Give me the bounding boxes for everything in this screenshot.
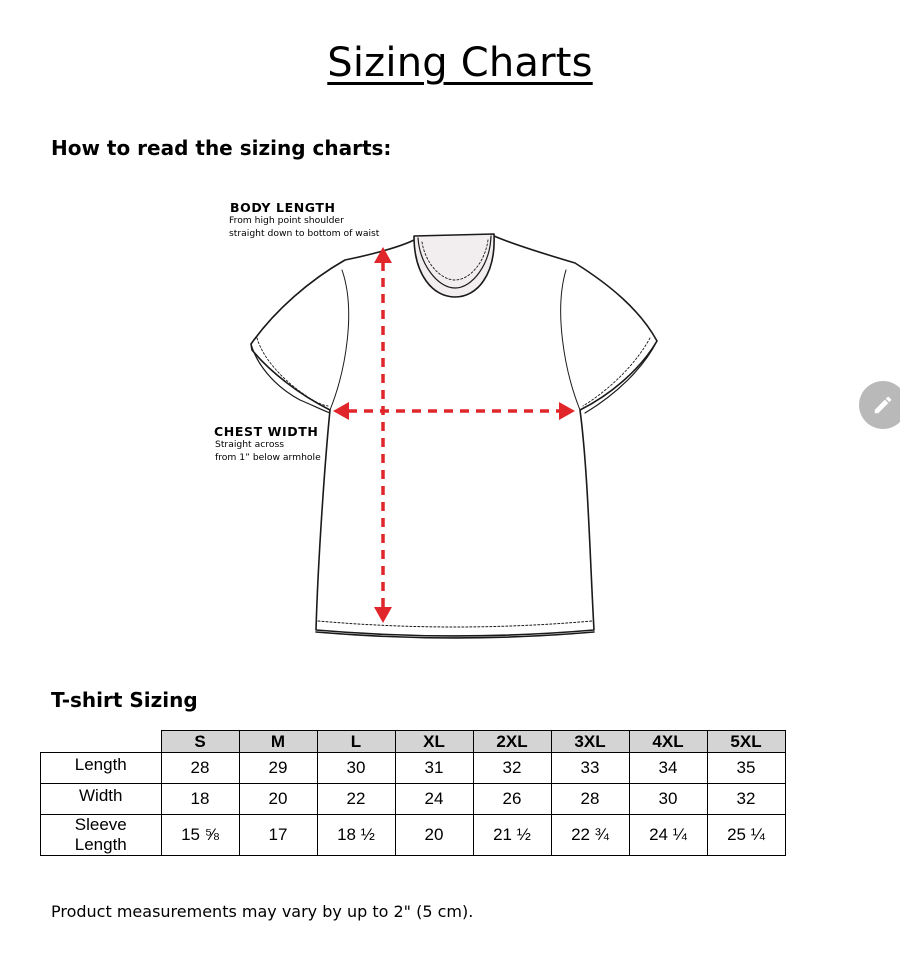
size-header: 2XL: [473, 731, 551, 753]
page-title: Sizing Charts: [327, 40, 593, 86]
table-cell: 29: [239, 753, 317, 784]
header-corner: [41, 731, 162, 753]
table-row: [41, 784, 786, 815]
table-cell: 32: [473, 753, 551, 784]
table-cell: 31: [395, 753, 473, 784]
table-cell: 32: [707, 784, 785, 815]
size-header: M: [239, 731, 317, 753]
row-label-sleeve-length: Sleeve Length: [41, 815, 162, 856]
table-cell: 26: [473, 784, 551, 815]
size-header: S: [161, 731, 239, 753]
how-to-read-heading: How to read the sizing charts:: [51, 136, 392, 160]
pencil-icon: [872, 394, 894, 416]
table-cell: 34: [629, 753, 707, 784]
size-header-row: [41, 731, 786, 753]
table-cell: 21 ½: [473, 815, 551, 856]
table-cell: 30: [629, 784, 707, 815]
table-cell: 15 ⅝: [161, 815, 239, 856]
chest-width-label: CHEST WIDTH: [214, 424, 319, 439]
table-cell: 20: [239, 784, 317, 815]
table-row: [41, 753, 786, 784]
row-label-length: Length: [41, 753, 162, 784]
table-cell: 35: [707, 753, 785, 784]
table-cell: 30: [317, 753, 395, 784]
table-cell: 28: [551, 784, 629, 815]
size-table: [40, 730, 786, 856]
table-row: [41, 815, 786, 856]
table-cell: 25 ¼: [707, 815, 785, 856]
table-cell: 18: [161, 784, 239, 815]
table-cell: 18 ½: [317, 815, 395, 856]
size-header: XL: [395, 731, 473, 753]
table-cell: 20: [395, 815, 473, 856]
edit-button[interactable]: [859, 381, 900, 429]
table-cell: 22 ¾: [551, 815, 629, 856]
table-cell: 33: [551, 753, 629, 784]
table-cell: 24 ¼: [629, 815, 707, 856]
table-cell: 24: [395, 784, 473, 815]
table-cell: 22: [317, 784, 395, 815]
tshirt-sizing-heading: T-shirt Sizing: [51, 688, 198, 712]
size-header: L: [317, 731, 395, 753]
tshirt-diagram: [200, 190, 670, 650]
table-cell: 17: [239, 815, 317, 856]
size-header: 3XL: [551, 731, 629, 753]
body-length-description: From high point shoulder straight down to bottom of waist: [229, 215, 380, 239]
size-header: 5XL: [707, 731, 785, 753]
size-header: 4XL: [629, 731, 707, 753]
row-label-width: Width: [41, 784, 162, 815]
table-cell: 28: [161, 753, 239, 784]
chest-width-description: Straight across from 1” below armhole: [215, 439, 321, 463]
footnote: Product measurements may vary by up to 2" (5 cm).: [51, 902, 474, 921]
body-length-label: BODY LENGTH: [230, 200, 336, 215]
